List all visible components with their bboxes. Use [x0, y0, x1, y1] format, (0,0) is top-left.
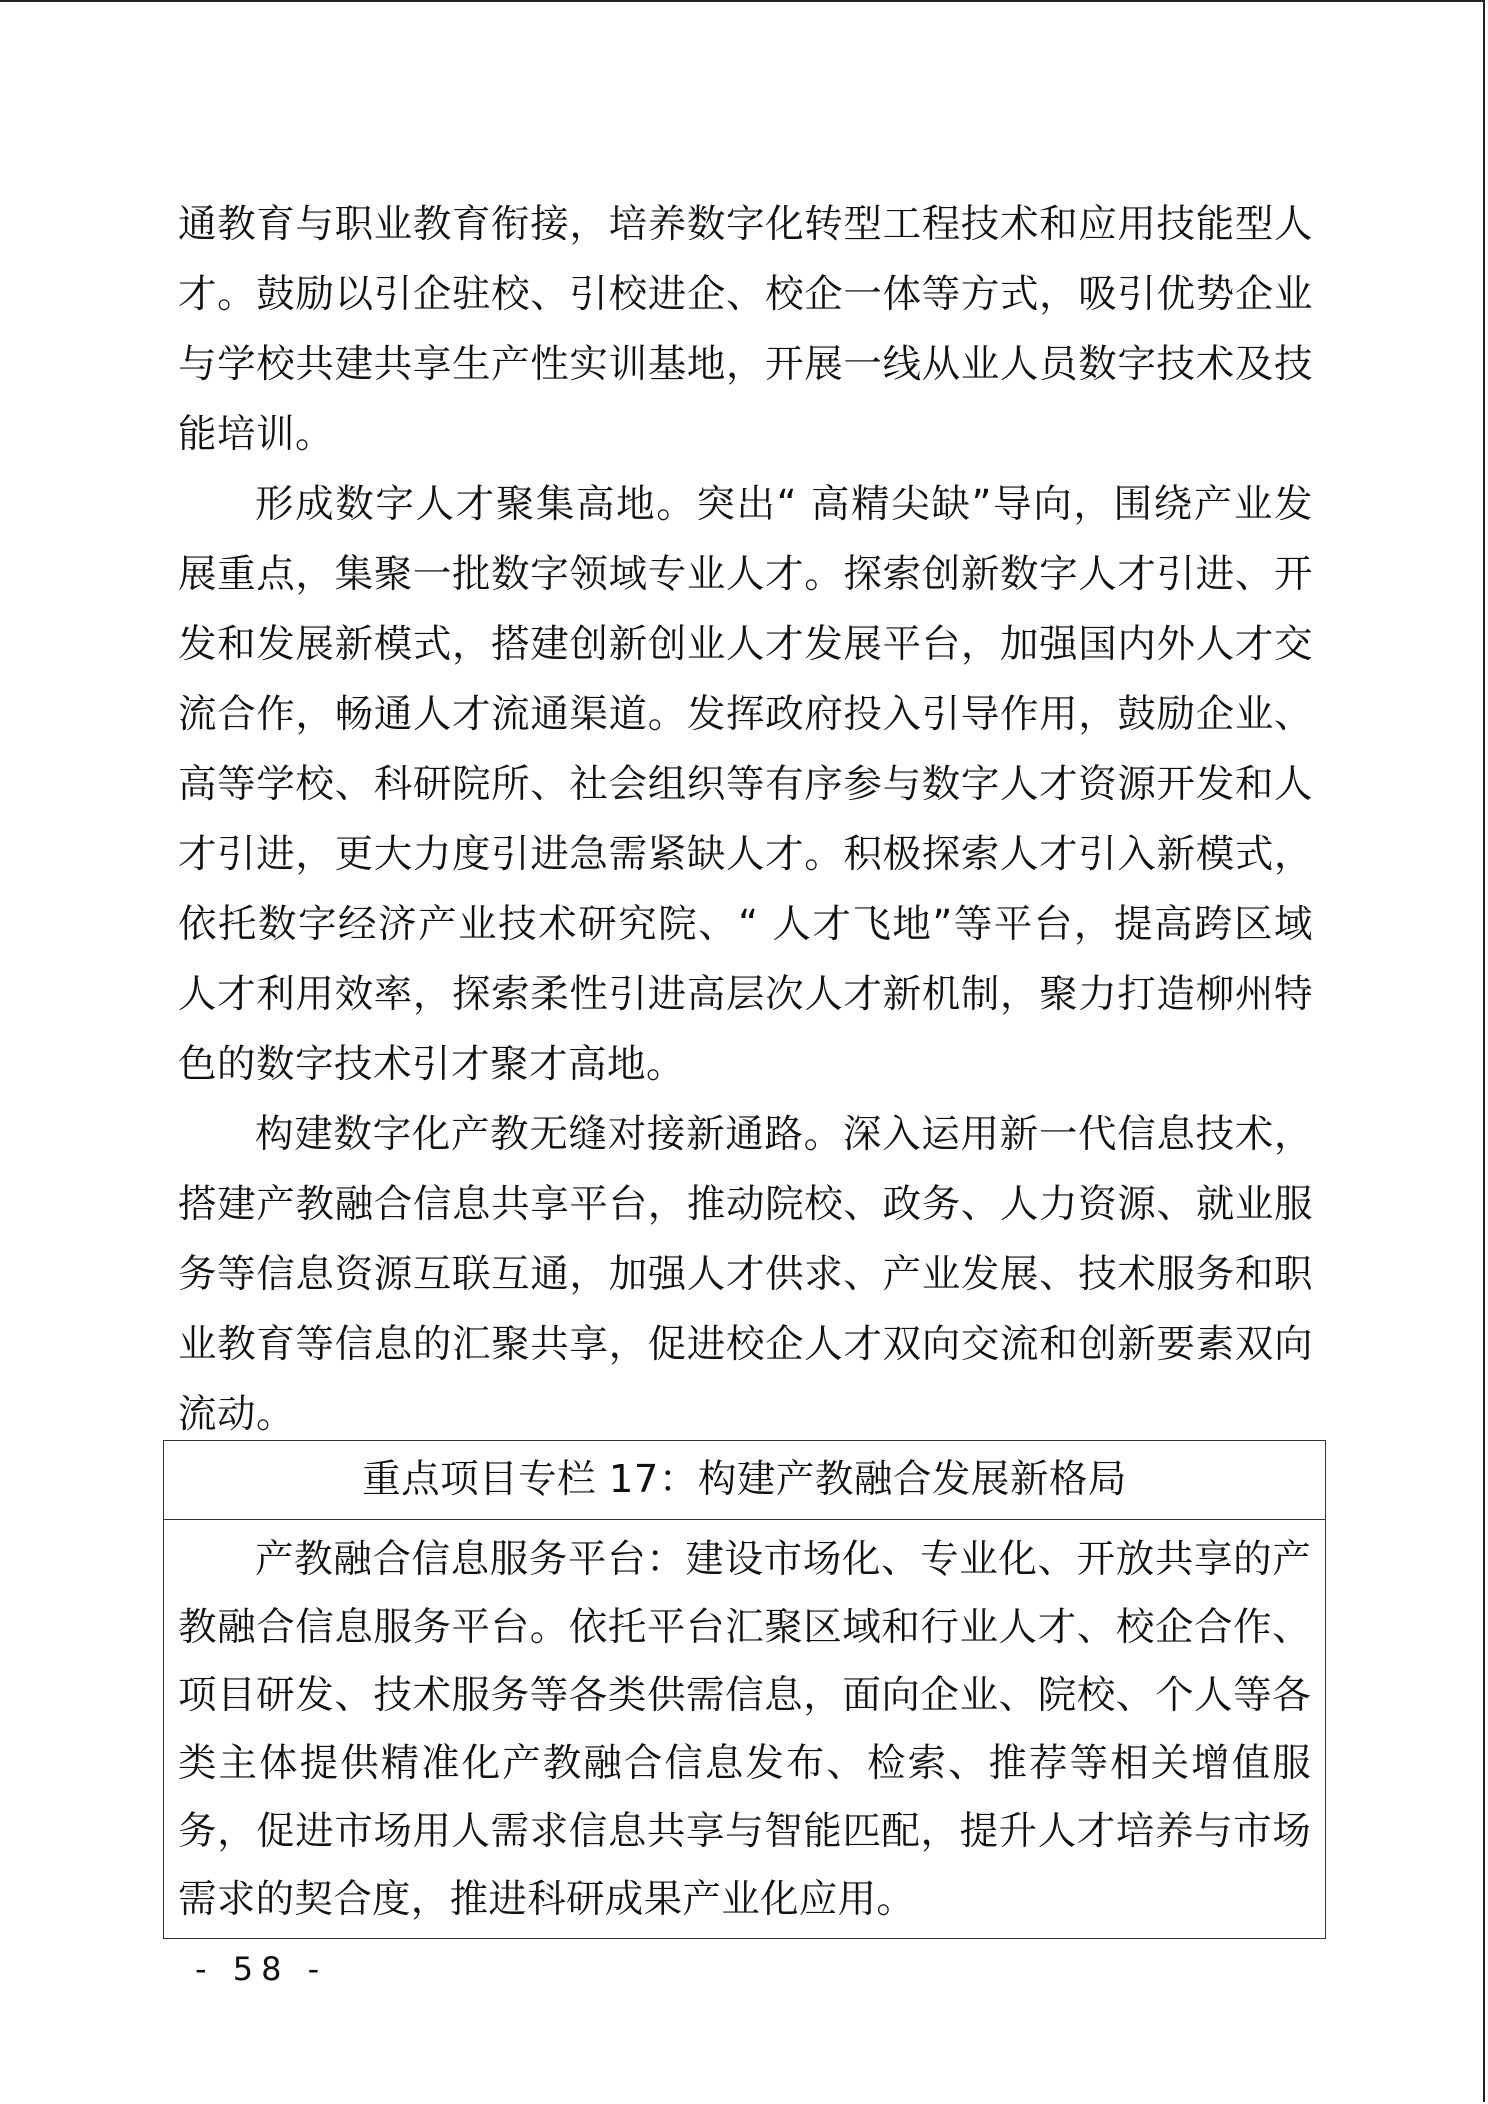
paragraph-industry-education-path: 构建数字化产教无缝对接新通路。深入运用新一代信息技术，搭建产教融合信息共享平台，推动院校、政务、人力资源、就业服务等信息资源互联互通，加强人才供求、产业发展、技术服务和职业教育等信息的汇聚共享，促进校企人才双向交流和创新要素双向流动。: [178, 1112, 1313, 1437]
key-project-box-body: [164, 1520, 1325, 1938]
page-number: - 58 -: [195, 1950, 328, 1988]
key-project-box: [163, 1440, 1326, 1939]
document-body: [178, 190, 1313, 1450]
paragraph-continuation: 通教育与职业教育衔接，培养数字化转型工程技术和应用技能型人才。鼓励以引企驻校、引校进企、校企一体等方式，吸引优势企业与学校共建共享生产性实训基地，开展一线从业人员数字技术及技能培训。: [178, 202, 1313, 457]
key-project-box-title: 重点项目专栏 17：构建产教融合发展新格局: [164, 1441, 1325, 1520]
key-project-box-text: 产教融合信息服务平台：建设市场化、专业化、开放共享的产教融合信息服务平台。依托平台汇聚区域和行业人才、校企合作、项目研发、技术服务等各类供需信息，面向企业、院校、个人等各类主体提供精准化产教融合信息发布、检索、推荐等相关增值服务，促进市场用人需求信息共享与智能匹配，提升人才培养与市场需求的契合度，推进科研成果产业化应用。: [178, 1537, 1311, 1922]
paragraph-talent-highland: 形成数字人才聚集高地。突出“ 高精尖缺”导向，围绕产业发展重点，集聚一批数字领域专业人才。探索创新数字人才引进、开发和发展新模式，搭建创新创业人才发展平台，加强国内外人才交流合作，畅通人才流通渠道。发挥政府投入引导作用，鼓励企业、高等学校、科研院所、社会组织等有序参与数字人才资源开发和人才引进，更大力度引进急需紧缺人才。积极探索人才引入新模式，依托数字经济产业技术研究院、“ 人才飞地”等平台，提高跨区域人才利用效率，探索柔性引进高层次人才新机制，聚力打造柳州特色的数字技术引才聚才高地。: [178, 482, 1313, 1087]
